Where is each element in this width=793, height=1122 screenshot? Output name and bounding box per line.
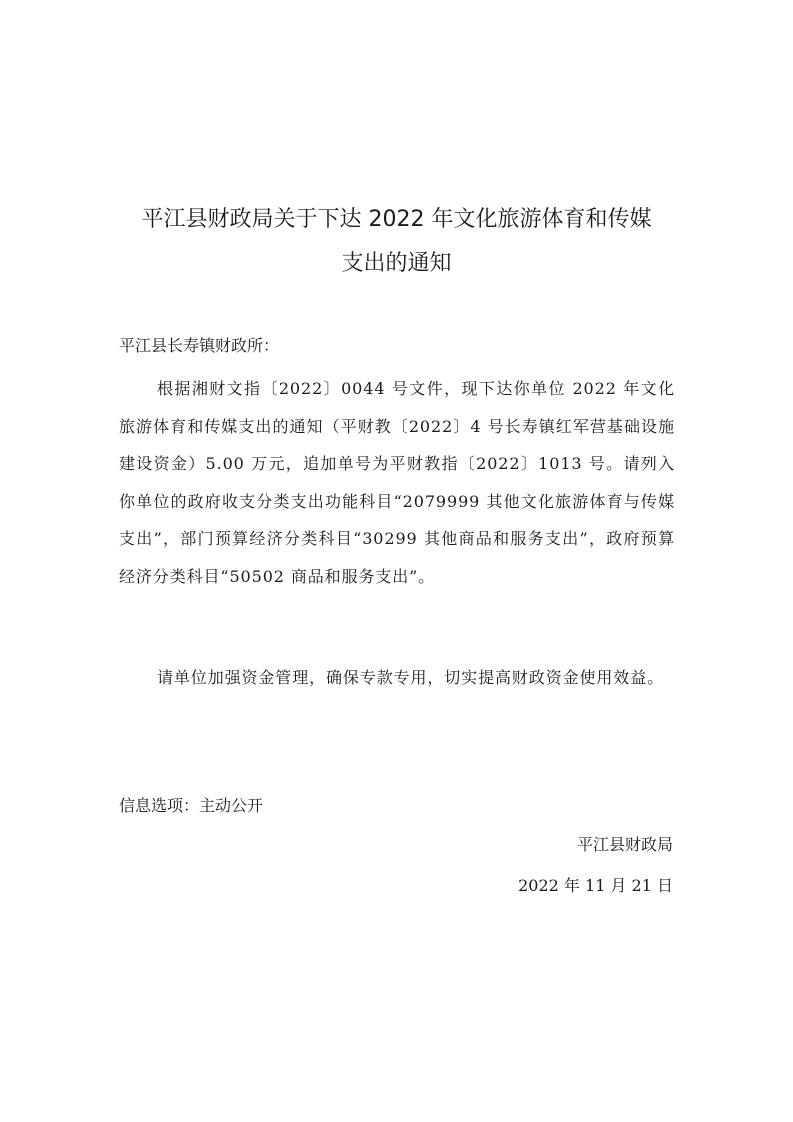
title-line-1: 平江县财政局关于下达 2022 年文化旅游体育和传媒	[141, 207, 652, 232]
signature-organization: 平江县财政局	[576, 835, 673, 854]
body-paragraph-2: 请单位加强资金管理，确保专款专用，切实提高财政资金使用效益。	[157, 668, 665, 687]
recipient: 平江县长寿镇财政所：	[119, 336, 280, 355]
signature-date: 2022 年 11 月 21 日	[518, 876, 673, 895]
body-paragraph-1: 根据湘财文指〔2022〕0044 号文件，现下达你单位 2022 年文化旅游体育和传媒支出的通知（平财教〔2022〕4 号长寿镇红军营基础设施建设资金）5.00 万元，追加单号为平财教指〔2022〕1013 号。请列入你单位的政府收支分类支出功能科目“2079999 其他文化旅游体育与传媒支出”，部门预算经济分类科目“30299 其他商品和服务支出”，政府预算经济分类科目“50502 商品和服务支出”。	[119, 379, 675, 586]
info-option: 信息选项：主动公开	[119, 796, 264, 815]
document-title	[100, 198, 693, 286]
title-line-2: 支出的通知	[341, 251, 452, 276]
